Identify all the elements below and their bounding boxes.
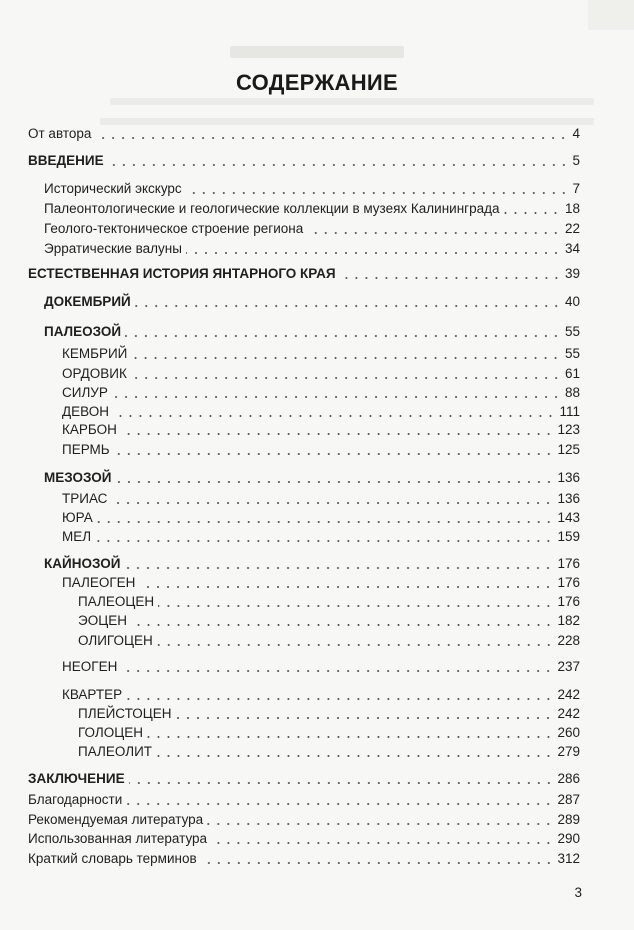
dot-leader bbox=[201, 862, 554, 864]
toc-entry-page: 290 bbox=[557, 831, 580, 846]
toc-entry[interactable] bbox=[28, 345, 580, 363]
toc-entry[interactable] bbox=[28, 490, 580, 508]
toc-entry[interactable] bbox=[28, 612, 580, 630]
dot-leader bbox=[126, 698, 553, 700]
toc-entry-page: 111 bbox=[559, 404, 580, 419]
dot-leader bbox=[156, 755, 553, 757]
dot-leader bbox=[131, 377, 561, 379]
toc-entry-title: Рекомендуемая литература bbox=[28, 812, 204, 827]
dot-leader bbox=[135, 305, 561, 307]
toc-entry-title: Палеонтологические и геологические коллекции в музеях Калининграда bbox=[44, 201, 500, 216]
toc-entry[interactable] bbox=[28, 384, 580, 402]
page-number: 3 bbox=[574, 885, 582, 900]
toc-entry[interactable] bbox=[28, 555, 580, 573]
dot-leader bbox=[121, 433, 554, 435]
dot-leader bbox=[186, 252, 561, 254]
dot-leader bbox=[207, 823, 553, 825]
toc-entry-page: 18 bbox=[564, 201, 580, 216]
toc-entry-page: 34 bbox=[564, 241, 580, 256]
dot-leader bbox=[108, 164, 569, 166]
toc-entry-title: Исторический экскурс bbox=[44, 181, 182, 196]
dot-leader bbox=[125, 335, 561, 337]
toc-entry[interactable] bbox=[28, 365, 580, 383]
bleed-through-line bbox=[110, 98, 594, 105]
toc-entry-page: 55 bbox=[564, 324, 580, 339]
toc-entry-title: ПАЛЕОЛИТ bbox=[78, 744, 153, 759]
dot-leader bbox=[114, 453, 554, 455]
toc-entry-page: 4 bbox=[572, 126, 580, 141]
toc-entry-page: 40 bbox=[564, 294, 580, 309]
toc-entry-title: ДЕВОН bbox=[62, 404, 109, 419]
toc-entry-page: 22 bbox=[564, 221, 580, 236]
toc-entry-title: Краткий словарь терминов bbox=[28, 851, 197, 866]
dot-leader bbox=[97, 521, 554, 523]
dot-leader bbox=[175, 717, 553, 719]
toc-entry[interactable] bbox=[28, 686, 580, 704]
toc-entry-page: 279 bbox=[557, 744, 580, 759]
dot-leader bbox=[307, 232, 561, 234]
toc-entry-page: 55 bbox=[564, 346, 580, 361]
dot-leader bbox=[503, 212, 560, 214]
toc-entry-page: 88 bbox=[564, 385, 580, 400]
toc-entry-title: КЕМБРИЙ bbox=[62, 346, 128, 361]
toc-entry[interactable] bbox=[28, 220, 580, 238]
toc-entry-title: ГОЛОЦЕН bbox=[78, 725, 144, 740]
dot-leader bbox=[111, 502, 553, 504]
toc-entry[interactable] bbox=[28, 421, 580, 439]
dot-leader bbox=[340, 277, 561, 279]
toc-entry-title: СИЛУР bbox=[62, 385, 108, 400]
toc-entry-page: 136 bbox=[557, 491, 580, 506]
toc-entry[interactable] bbox=[28, 240, 580, 258]
toc-entry[interactable] bbox=[28, 509, 580, 527]
toc-entry[interactable] bbox=[28, 632, 580, 650]
toc-entry-title: От автора bbox=[28, 126, 92, 141]
toc-entry-title: НЕОГЕН bbox=[62, 659, 118, 674]
toc-entry[interactable] bbox=[28, 293, 580, 311]
toc-entry[interactable] bbox=[28, 200, 580, 218]
toc-entry[interactable] bbox=[28, 811, 580, 829]
page-edge-shadow bbox=[588, 0, 634, 30]
toc-entry-page: 176 bbox=[557, 575, 580, 590]
toc-entry[interactable] bbox=[28, 791, 580, 809]
toc-entry-page: 125 bbox=[557, 442, 580, 457]
toc-entry[interactable] bbox=[28, 830, 580, 848]
toc-entry-page: 61 bbox=[564, 366, 580, 381]
toc-entry-page: 159 bbox=[557, 529, 580, 544]
toc-entry-title: ЮРА bbox=[62, 510, 93, 525]
toc-entry[interactable] bbox=[28, 574, 580, 592]
dot-leader bbox=[124, 567, 553, 569]
dot-leader bbox=[131, 357, 561, 359]
dot-leader bbox=[139, 586, 553, 588]
toc-entry-title: Благодарности bbox=[28, 792, 123, 807]
dot-leader bbox=[157, 644, 554, 646]
toc-entry[interactable] bbox=[28, 180, 580, 198]
toc-entry-title: Геолого-тектоническое строение региона bbox=[44, 221, 304, 236]
toc-entry-page: 123 bbox=[557, 422, 580, 437]
bleed-through-line bbox=[100, 118, 594, 125]
dot-leader bbox=[113, 415, 556, 417]
toc-entry-title: КАРБОН bbox=[62, 422, 117, 437]
toc-entry-title: МЕЛ bbox=[62, 529, 92, 544]
toc-entry-title: ПЕРМЬ bbox=[62, 442, 110, 457]
toc-entry-page: 242 bbox=[557, 706, 580, 721]
toc-entry-title: ПАЛЕОГЕН bbox=[62, 575, 136, 590]
dot-leader bbox=[95, 540, 553, 542]
toc-entry[interactable] bbox=[28, 528, 580, 546]
toc-entry[interactable] bbox=[28, 705, 580, 723]
toc-entry[interactable] bbox=[28, 265, 580, 283]
toc-entry-page: 289 bbox=[557, 812, 580, 827]
dot-leader bbox=[121, 670, 553, 672]
dot-leader bbox=[147, 736, 553, 738]
dot-leader bbox=[131, 624, 554, 626]
toc-entry-title: КВАРТЕР bbox=[62, 687, 123, 702]
toc-entry-page: 39 bbox=[564, 266, 580, 281]
dot-leader bbox=[95, 137, 568, 139]
toc-entry-title: ПАЛЕОЗОЙ bbox=[44, 324, 122, 339]
toc-entry[interactable] bbox=[28, 724, 580, 742]
toc-entry-page: 143 bbox=[557, 510, 580, 525]
toc-entry-title: МЕЗОЗОЙ bbox=[44, 470, 112, 485]
toc-entry[interactable] bbox=[28, 658, 580, 676]
toc-entry[interactable] bbox=[28, 403, 580, 421]
toc-entry-page: 7 bbox=[572, 181, 580, 196]
toc-entry-title: ДОКЕМБРИЙ bbox=[44, 294, 131, 309]
dot-leader bbox=[186, 192, 569, 194]
toc-entry-page: 242 bbox=[557, 687, 580, 702]
toc-entry-title: ПЛЕЙСТОЦЕН bbox=[78, 706, 172, 721]
toc-entry-page: 182 bbox=[557, 613, 580, 628]
toc-entry-title: ПАЛЕОЦЕН bbox=[78, 594, 155, 609]
toc-entry-page: 176 bbox=[557, 556, 580, 571]
dot-leader bbox=[112, 396, 561, 398]
dot-leader bbox=[158, 605, 553, 607]
toc-entry[interactable] bbox=[28, 469, 580, 487]
toc-entry-page: 176 bbox=[557, 594, 580, 609]
toc-entry-title: Эрратические валуны bbox=[44, 241, 182, 256]
toc-entry-title: ТРИАС bbox=[62, 491, 108, 506]
toc-entry[interactable] bbox=[28, 743, 580, 761]
toc-entry[interactable] bbox=[28, 770, 580, 788]
toc-entry-page: 286 bbox=[557, 771, 580, 786]
dot-leader bbox=[129, 782, 554, 784]
toc-entry-title: ОЛИГОЦЕН bbox=[78, 633, 153, 648]
toc-entry-title: ЗАКЛЮЧЕНИЕ bbox=[28, 771, 125, 786]
bleed-through-title bbox=[230, 46, 404, 58]
toc-entry-page: 237 bbox=[557, 659, 580, 674]
toc-entry-title: ЭОЦЕН bbox=[78, 613, 127, 628]
toc-entry-page: 5 bbox=[572, 153, 580, 168]
toc-entry-page: 287 bbox=[557, 792, 580, 807]
toc-entry-page: 136 bbox=[557, 470, 580, 485]
toc-entry-page: 260 bbox=[557, 725, 580, 740]
toc-entry-title: ОРДОВИК bbox=[62, 366, 127, 381]
toc-entry-page: 228 bbox=[557, 633, 580, 648]
toc-entry-title: ЕСТЕСТВЕННАЯ ИСТОРИЯ ЯНТАРНОГО КРАЯ bbox=[28, 266, 336, 281]
toc-entry[interactable] bbox=[28, 850, 580, 868]
toc-entry[interactable] bbox=[28, 323, 580, 341]
toc-entry[interactable] bbox=[28, 125, 580, 143]
dot-leader bbox=[116, 481, 554, 483]
toc-entry-title: Использованная литература bbox=[28, 831, 208, 846]
toc-entry-title: ВВЕДЕНИЕ bbox=[28, 153, 104, 168]
dot-leader bbox=[211, 842, 553, 844]
toc-entry-title: КАЙНОЗОЙ bbox=[44, 556, 121, 571]
toc-entry[interactable] bbox=[28, 593, 580, 611]
toc-entry[interactable] bbox=[28, 152, 580, 170]
toc-entry[interactable] bbox=[28, 441, 580, 459]
page-title: СОДЕРЖАНИЕ bbox=[235, 70, 399, 95]
dot-leader bbox=[126, 803, 553, 805]
toc-entry-page: 312 bbox=[557, 851, 580, 866]
